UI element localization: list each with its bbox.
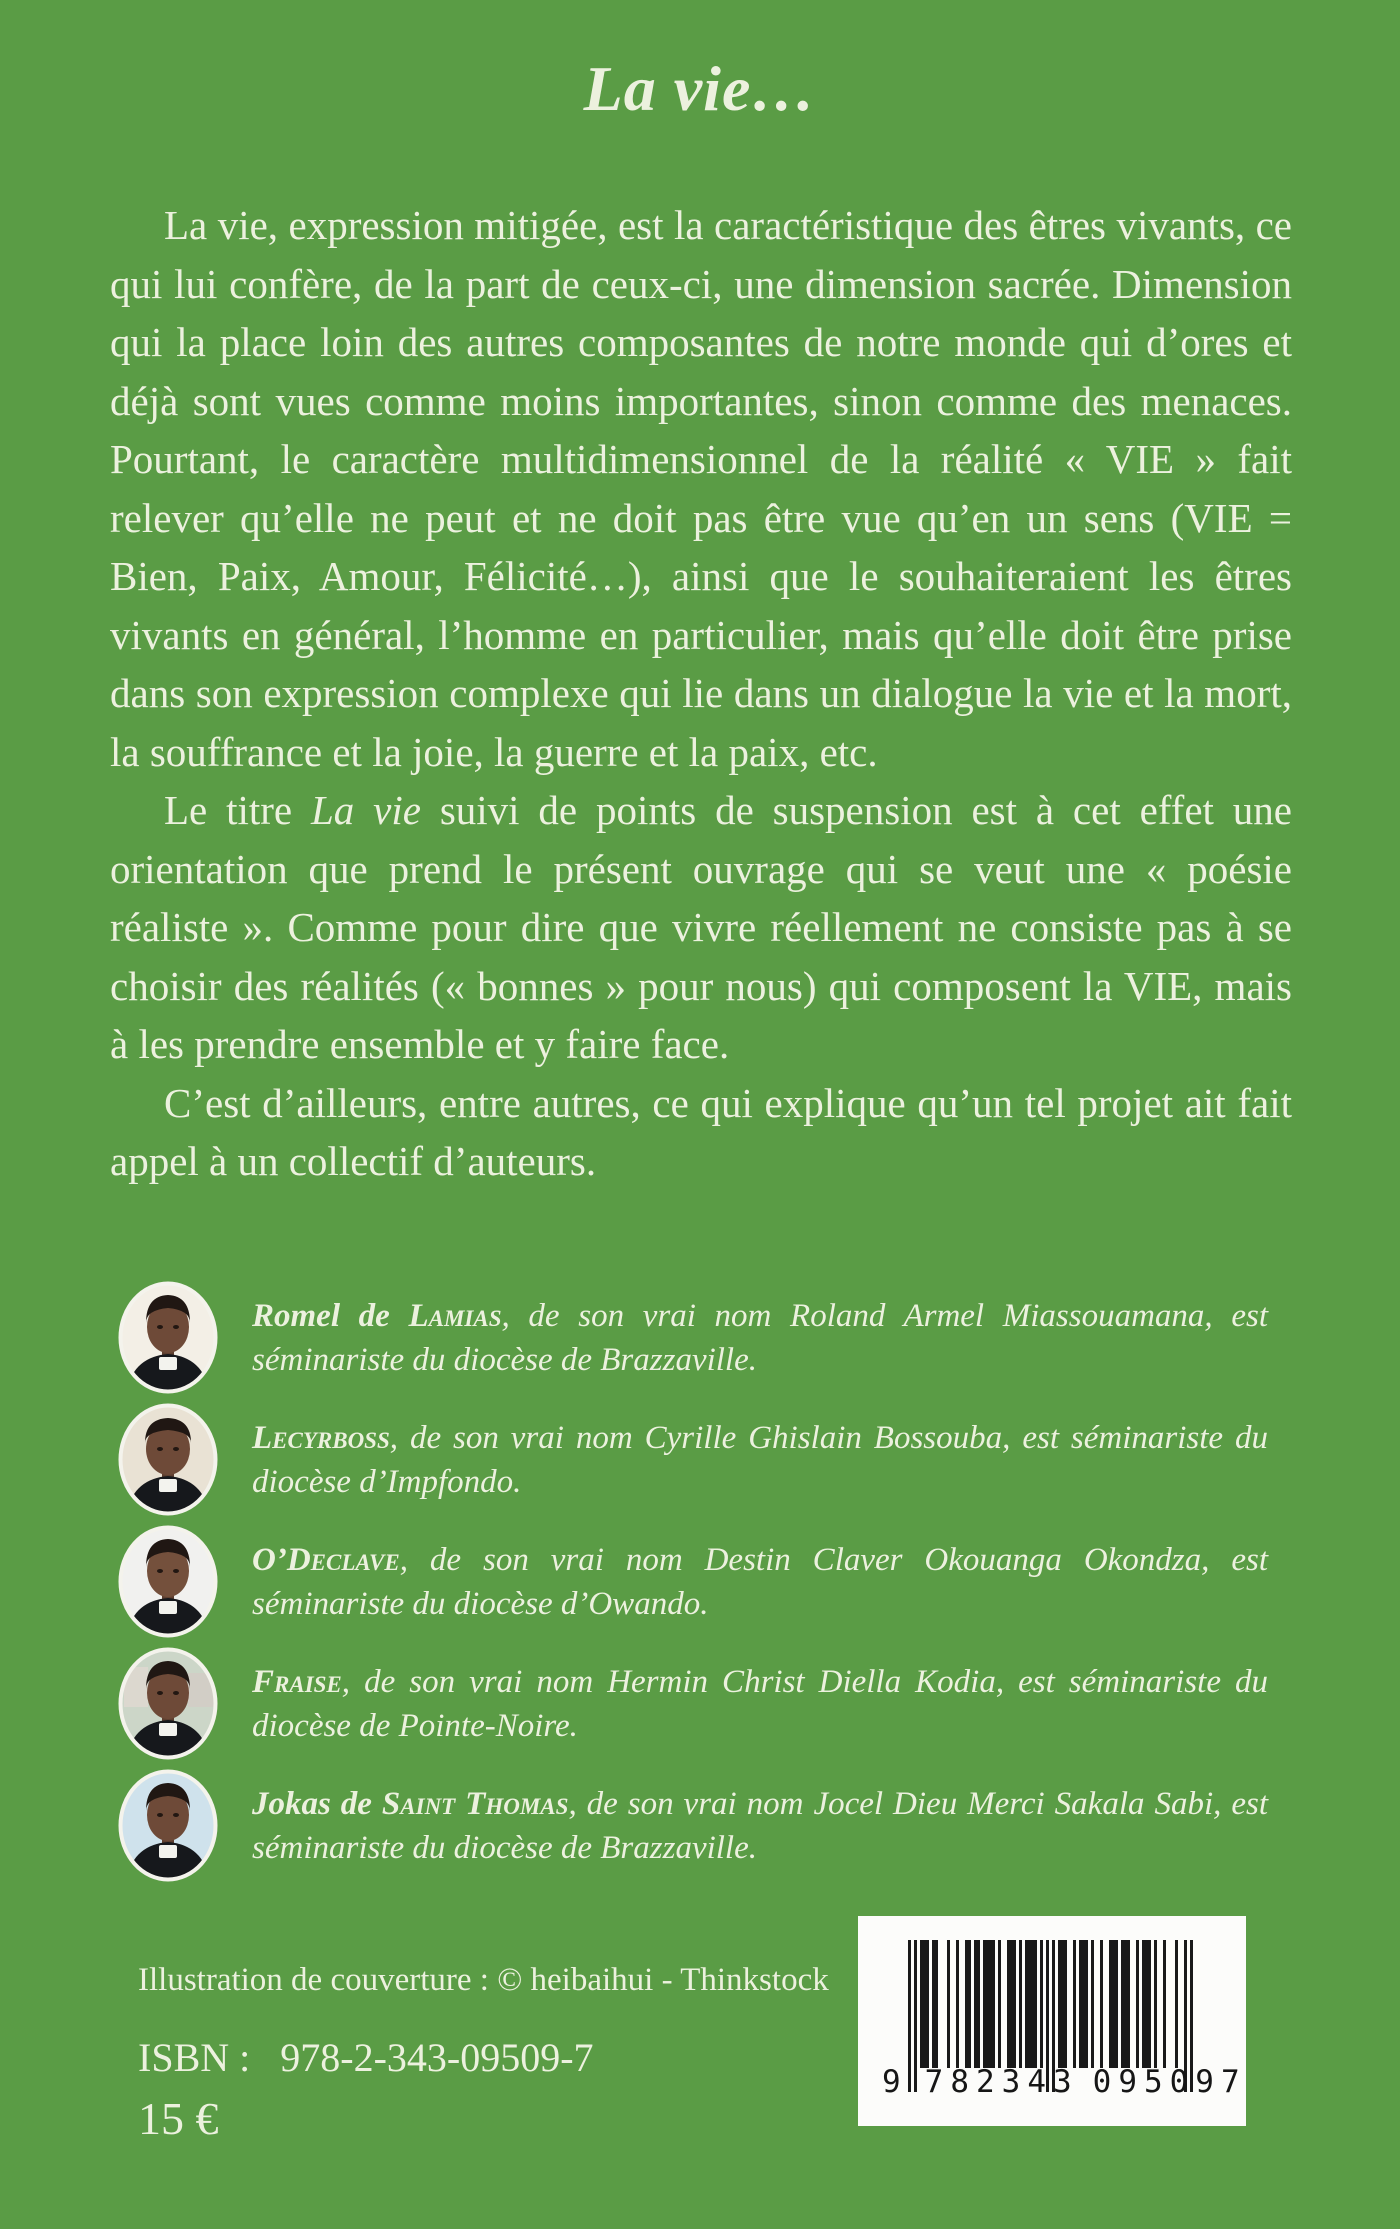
book-title-reference: La vie	[311, 787, 421, 833]
cover-illustration-credit: Illustration de couverture : © heibaihui - Thinkstock	[138, 1962, 829, 1998]
synopsis-p2-before: Le titre	[164, 787, 311, 833]
author-description: , de son vrai nom Destin Claver Okouanga Okondza, est séminariste du diocèse d’Owando.	[252, 1541, 1268, 1622]
author-bio-row	[118, 1647, 1268, 1760]
author-photo	[118, 1525, 218, 1638]
author-bio-row	[118, 1525, 1268, 1638]
author-bio-text	[252, 1782, 1268, 1870]
author-photo	[118, 1647, 218, 1760]
synopsis-paragraph-3: C’est d’ailleurs, entre autres, ce qui explique qu’un tel projet ait fait appel à un collectif d’auteurs.	[110, 1079, 1292, 1184]
author-bio-text	[252, 1538, 1268, 1626]
isbn-value: 978-2-343-09509-7	[280, 2035, 594, 2080]
author-alias: Lecyrboss	[252, 1419, 390, 1456]
synopsis-paragraph-1: La vie, expression mitigée, est la caractéristique des êtres vivants, ce qui lui confère, de la part de ceux-ci, une dimension sacrée. Dimension qui la place loin des autres composantes de notre monde qui d’ores et déjà sont vues comme moins importantes, sinon comme des menaces. Pourtant, le caractère multidimensionnel de la réalité « VIE » fait relever qu’elle ne peut et ne doit pas être vue qu’en un sens (VIE = Bien, Paix, Amour, Félicité…), ainsi que le souhaiteraient les êtres vivants en général, l’homme en particulier, mais qu’elle doit être prise dans son expression complexe qui lie dans un dialogue la vie et la mort, la souffrance et la joie, la guerre et la paix, etc.	[110, 202, 1292, 775]
author-bios	[118, 1281, 1268, 1891]
author-bio-row	[118, 1281, 1268, 1394]
author-description: , de son vrai nom Jocel Dieu Merci Sakala Sabi, est séminariste du diocèse de Brazzaville.	[252, 1785, 1268, 1866]
price: 15 €	[138, 2093, 219, 2144]
synopsis-paragraph-2	[110, 781, 1292, 1074]
author-bio-text	[252, 1294, 1268, 1382]
isbn-line	[138, 2034, 594, 2081]
author-description: , de son vrai nom Roland Armel Miassouamana, est séminariste du diocèse de Brazzaville.	[252, 1297, 1268, 1378]
author-description: , de son vrai nom Cyrille Ghislain Bossouba, est séminariste du diocèse d’Impfondo.	[252, 1419, 1268, 1500]
author-alias: Fraise	[252, 1663, 342, 1700]
isbn-label: ISBN :	[138, 2035, 251, 2080]
author-bio-row	[118, 1769, 1268, 1882]
book-title: La vie…	[583, 53, 817, 124]
barcode-digits: 9 782343 095097	[882, 2064, 1247, 2100]
author-bio-row	[118, 1403, 1268, 1516]
synopsis-p2-after: suivi de points de suspension est à cet effet une orientation que prend le présent ouvrage qui se veut une « poésie réaliste ». Comme pour dire que vivre réellement ne consiste pas à se choisir des réalités (« bonnes » pour nous) qui composent la VIE, mais à les prendre ensemble et y faire face.	[110, 787, 1292, 1067]
author-bio-text	[252, 1416, 1268, 1504]
author-photo	[118, 1281, 218, 1394]
author-photo	[118, 1403, 218, 1516]
author-alias: O’Declave	[252, 1541, 400, 1578]
author-bio-text	[252, 1660, 1268, 1748]
author-description: , de son vrai nom Hermin Christ Diella Kodia, est séminariste du diocèse de Pointe-Noire.	[252, 1663, 1268, 1744]
synopsis	[110, 196, 1292, 1191]
author-alias: Romel de Lamias	[252, 1297, 502, 1334]
author-alias: Jokas de Saint Thomas	[252, 1785, 569, 1822]
author-photo	[118, 1769, 218, 1882]
barcode	[858, 1916, 1246, 2126]
